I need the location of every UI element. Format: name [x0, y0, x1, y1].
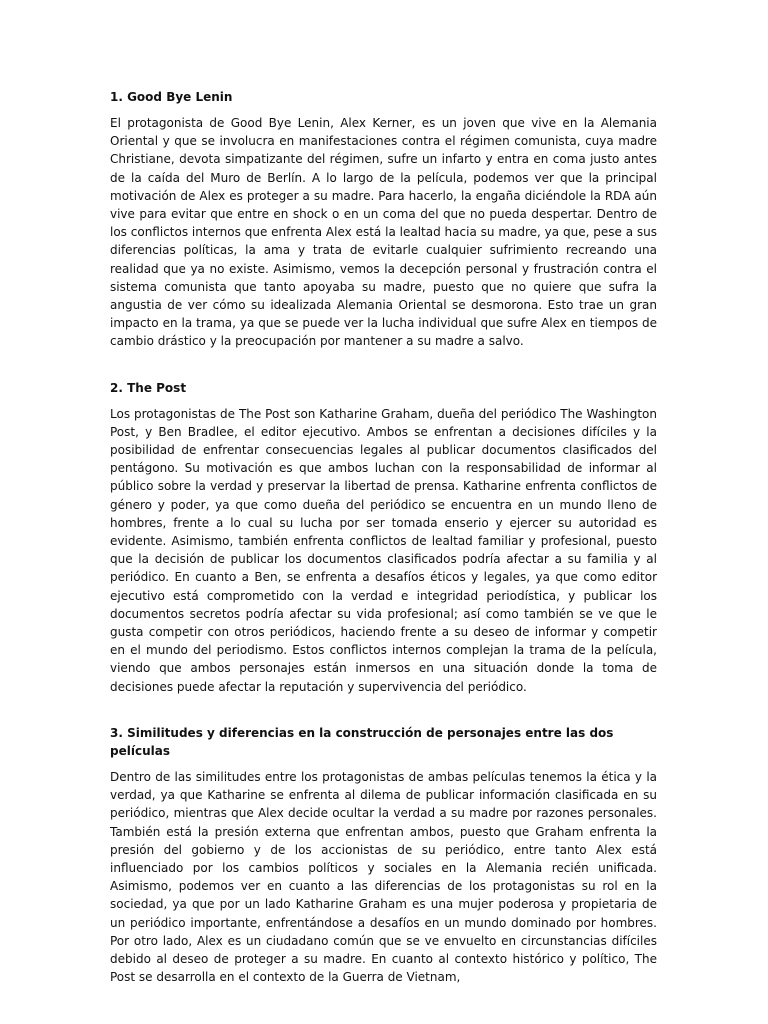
section-good-bye-lenin	[110, 88, 657, 351]
section-heading: 1. Good Bye Lenin	[110, 90, 233, 104]
section-similitudes-diferencias	[110, 724, 657, 986]
document-page	[110, 88, 657, 986]
section-paragraph: Dentro de las similitudes entre los protagonistas de ambas películas tenemos la ética y la verdad, ya que Katharine se enfrenta al dilema de publicar información clasificada en su periódico, mientras que Alex decide ocultar la verdad a su madre por razones personales. También está la presión externa que enfrentan ambos, puesto que Graham enfrenta la presión del gobierno y de los accionistas de su periódico, entre tanto Alex está influenciado por los cambios políticos y sociales en la Alemania recién unificada. Asimismo, podemos ver en cuanto a las diferencias de los protagonistas su rol en la sociedad, ya que por un lado Katharine Graham es una mujer poderosa y propietaria de un periódico importante, enfrentándose a desafíos en un mundo dominado por hombres. Por otro lado, Alex es un ciudadano común que se ve envuelto en circunstancias difíciles debido al deseo de proteger a su madre. En cuanto al contexto histórico y político, The Post se desarrolla en el contexto de la Guerra de Vietnam,	[110, 769, 657, 985]
section-paragraph: Los protagonistas de The Post son Katharine Graham, dueña del periódico The Washington Post, y Ben Bradlee, el editor ejecutivo. Ambos se enfrentan a decisiones difíciles y la posibilidad de enfrentar consecuencias legales al publicar documentos clasificados del pentágono. Su motivación es que ambos luchan con la responsabilidad de informar al público sobre la verdad y preservar la libertad de prensa. Katharine enfrenta conflictos de género y poder, ya que como dueña del periódico se encuentra en un mundo lleno de hombres, frente a lo cual su lucha por ser tomada enserio y ejercer su autoridad es evidente. Asimismo, también enfrenta conflictos de lealtad familiar y profesional, puesto que la decisión de publicar los documentos clasificados podría afectar a su familia y al periódico. En cuanto a Ben, se enfrenta a desafíos éticos y legales, ya que como editor ejecutivo está comprometido con la verdad e integridad periodística, y publicar los documentos secretos podría afectar su vida profesional; así como también se ve que le gusta competir con otros periódicos, haciendo frente a su deseo de informar y competir en el mundo del periodismo. Estos conflictos internos complejan la trama de la película, viendo que ambos personajes están inmersos en una situación donde la toma de decisiones puede afectar la reputación y supervivencia del periódico.	[110, 406, 657, 694]
section-paragraph: El protagonista de Good Bye Lenin, Alex Kerner, es un joven que vive en la Alemania Oriental y que se involucra en manifestaciones contra el régimen comunista, cuya madre Christiane, devota simpatizante del régimen, sufre un infarto y entra en coma justo antes de la caída del Muro de Berlín. A lo largo de la película, podemos ver que la principal motivación de Alex es proteger a su madre. Para hacerlo, la engaña diciéndole la RDA aún vive para evitar que entre en shock o en un coma del que no pueda despertar. Dentro de los conflictos internos que enfrenta Alex está la lealtad hacia su madre, ya que, pese a sus diferencias políticas, la ama y trata de evitarle cualquier sufrimiento recreando una realidad que ya no existe. Asimismo, vemos la decepción personal y frustración contra el sistema comunista que tanto apoyaba su madre, puesto que no quiere que sufra la angustia de ver cómo su idealizada Alemania Oriental se desmorona. Esto trae un gran impacto en la trama, ya que se puede ver la lucha individual que sufre Alex en tiempos de cambio drástico y la preocupación por mantener a su madre a salvo.	[110, 116, 657, 349]
section-the-post	[110, 379, 657, 696]
section-heading: 3. Similitudes y diferencias en la construcción de personajes entre las dos películas	[110, 725, 614, 758]
section-heading: 2. The Post	[110, 380, 187, 395]
